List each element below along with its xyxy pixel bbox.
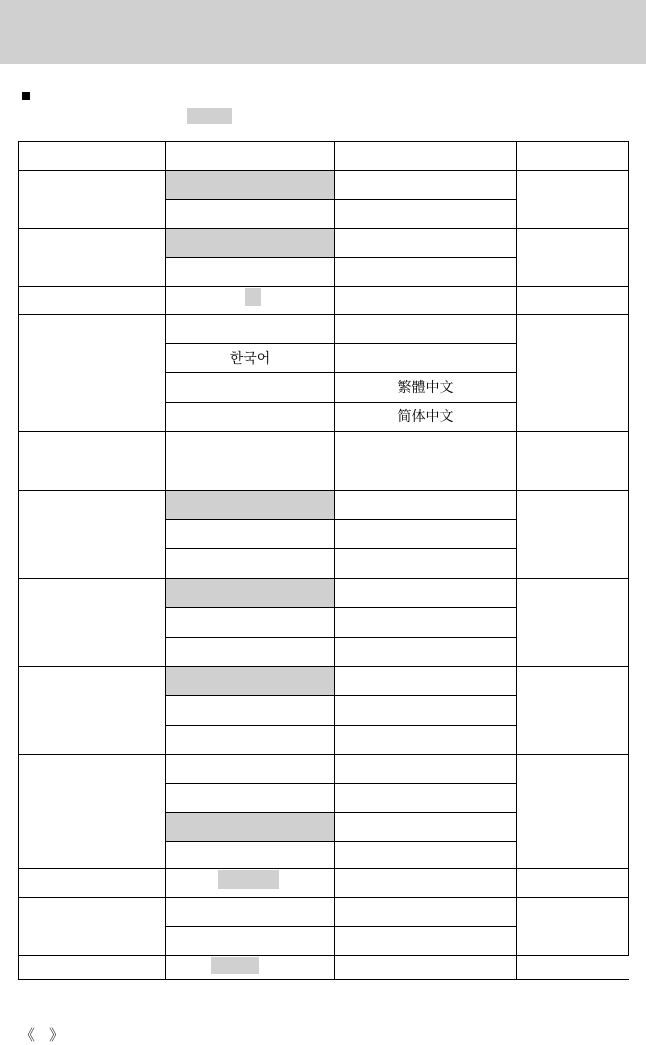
row-border (18, 286, 629, 287)
row-border (18, 314, 629, 315)
inner-row-border (165, 519, 517, 520)
shaded-cell (165, 578, 334, 607)
row-border (18, 868, 629, 869)
row-border (18, 897, 629, 898)
row-border (18, 170, 629, 171)
row-border (18, 141, 629, 142)
language-korean-label: 한국어 (229, 350, 271, 366)
shaded-cell (211, 957, 259, 974)
shaded-cell (245, 288, 261, 306)
page-number-open-bracket: 《 (20, 1026, 36, 1044)
inner-row-border (165, 926, 517, 927)
row-border (18, 754, 629, 755)
language-traditional-chinese-label: 繁體中文 (397, 379, 454, 395)
intro-highlight (187, 108, 232, 124)
inner-row-border (165, 812, 517, 813)
page-number-close-bracket: 》 (49, 1026, 65, 1044)
column-border (165, 141, 166, 980)
inner-row-border (165, 783, 517, 784)
shaded-cell (218, 870, 279, 889)
inner-row-border (165, 372, 517, 373)
inner-row-border (165, 607, 517, 608)
inner-row-border (165, 637, 517, 638)
inner-row-border (165, 695, 517, 696)
inner-row-border (165, 402, 517, 403)
shaded-cell (165, 812, 334, 841)
section-bullet (22, 92, 30, 100)
row-border (18, 666, 629, 667)
shaded-cell (165, 170, 334, 199)
column-border (334, 141, 335, 980)
row-border (18, 979, 629, 980)
inner-row-border (165, 199, 517, 200)
shaded-cell (165, 228, 334, 257)
header-band (0, 0, 646, 64)
inner-row-border (165, 548, 517, 549)
column-border (516, 141, 517, 980)
page-number (20, 1024, 64, 1045)
shaded-cell (165, 490, 334, 519)
row-border (18, 955, 629, 956)
column-border (18, 141, 19, 980)
inner-row-border (165, 343, 517, 344)
row-border (18, 578, 629, 579)
row-border (18, 431, 629, 432)
row-border (18, 228, 629, 229)
row-border (18, 490, 629, 491)
inner-row-border (165, 725, 517, 726)
column-border (628, 141, 629, 956)
shaded-cell (165, 666, 334, 695)
inner-row-border (165, 841, 517, 842)
inner-row-border (165, 257, 517, 258)
language-simplified-chinese-label: 简体中文 (397, 408, 454, 424)
